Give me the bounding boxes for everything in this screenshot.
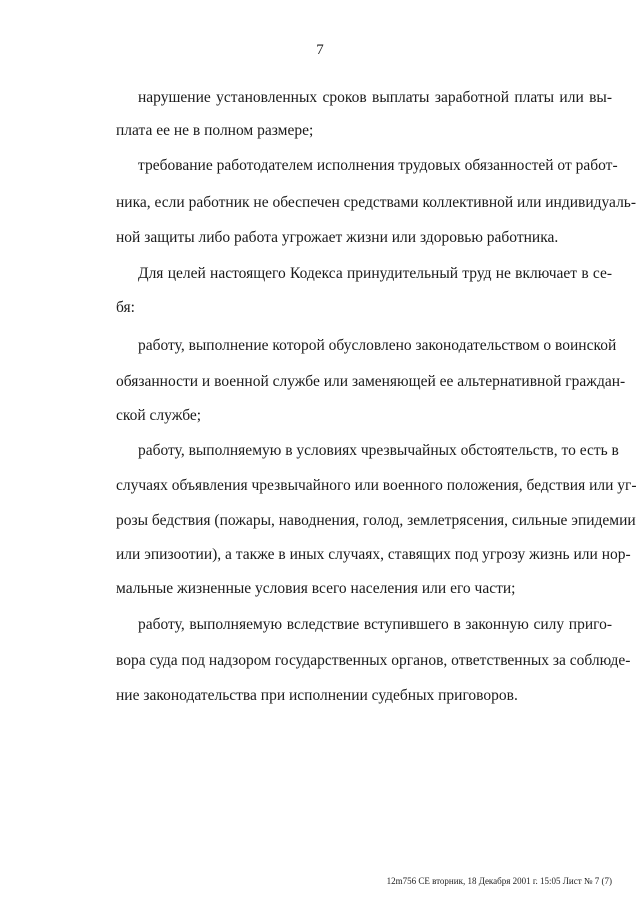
paragraph-line: бя:: [116, 299, 135, 316]
page-number: 7: [316, 42, 324, 58]
paragraph-line: ние законодательства при исполнении судебных приговоров.: [116, 687, 518, 704]
paragraph-line: ной защиты либо работа угрожает жизни или здоровью работника.: [116, 229, 559, 246]
paragraph-line: случаях объявления чрезвычайного или военного положения, бедствия или уг-: [116, 477, 637, 494]
paragraph-line: нарушение установленных сроков выплаты заработной платы или вы-: [138, 89, 612, 106]
paragraph-line: розы бедствия (пожары, наводнения, голод, землетрясения, сильные эпидемии: [116, 512, 636, 529]
paragraph-line: работу, выполняемую вследствие вступившего в законную силу приго-: [138, 616, 612, 633]
paragraph-line: работу, выполняемую в условиях чрезвычайных обстоятельств, то есть в: [138, 442, 619, 459]
paragraph-line: или эпизоотии), а также в иных случаях, ставящих под угрозу жизнь или нор-: [116, 546, 631, 563]
paragraph-line: ника, если работник не обеспечен средствами коллективной или индивидуаль-: [116, 194, 637, 211]
paragraph-line: Для целей настоящего Кодекса принудительный труд не включает в се-: [138, 265, 612, 282]
page-footer: 12m756 СЕ вторник, 18 Декабря 2001 г. 15:05 Лист № 7 (7): [386, 876, 612, 886]
paragraph-line: ской службе;: [116, 407, 202, 424]
paragraph-line: плата ее не в полном размере;: [116, 122, 314, 139]
paragraph-line: вора суда под надзором государственных органов, ответственных за соблюде-: [116, 652, 631, 669]
paragraph-line: требование работодателем исполнения трудовых обязанностей от работ-: [138, 157, 618, 174]
paragraph-line: работу, выполнение которой обусловлено законодательством о воинской: [138, 337, 617, 354]
paragraph-line: мальные жизненные условия всего населения или его части;: [116, 580, 516, 597]
paragraph-line: обязанности и военной службе или заменяющей ее альтернативной граждан-: [116, 373, 626, 390]
